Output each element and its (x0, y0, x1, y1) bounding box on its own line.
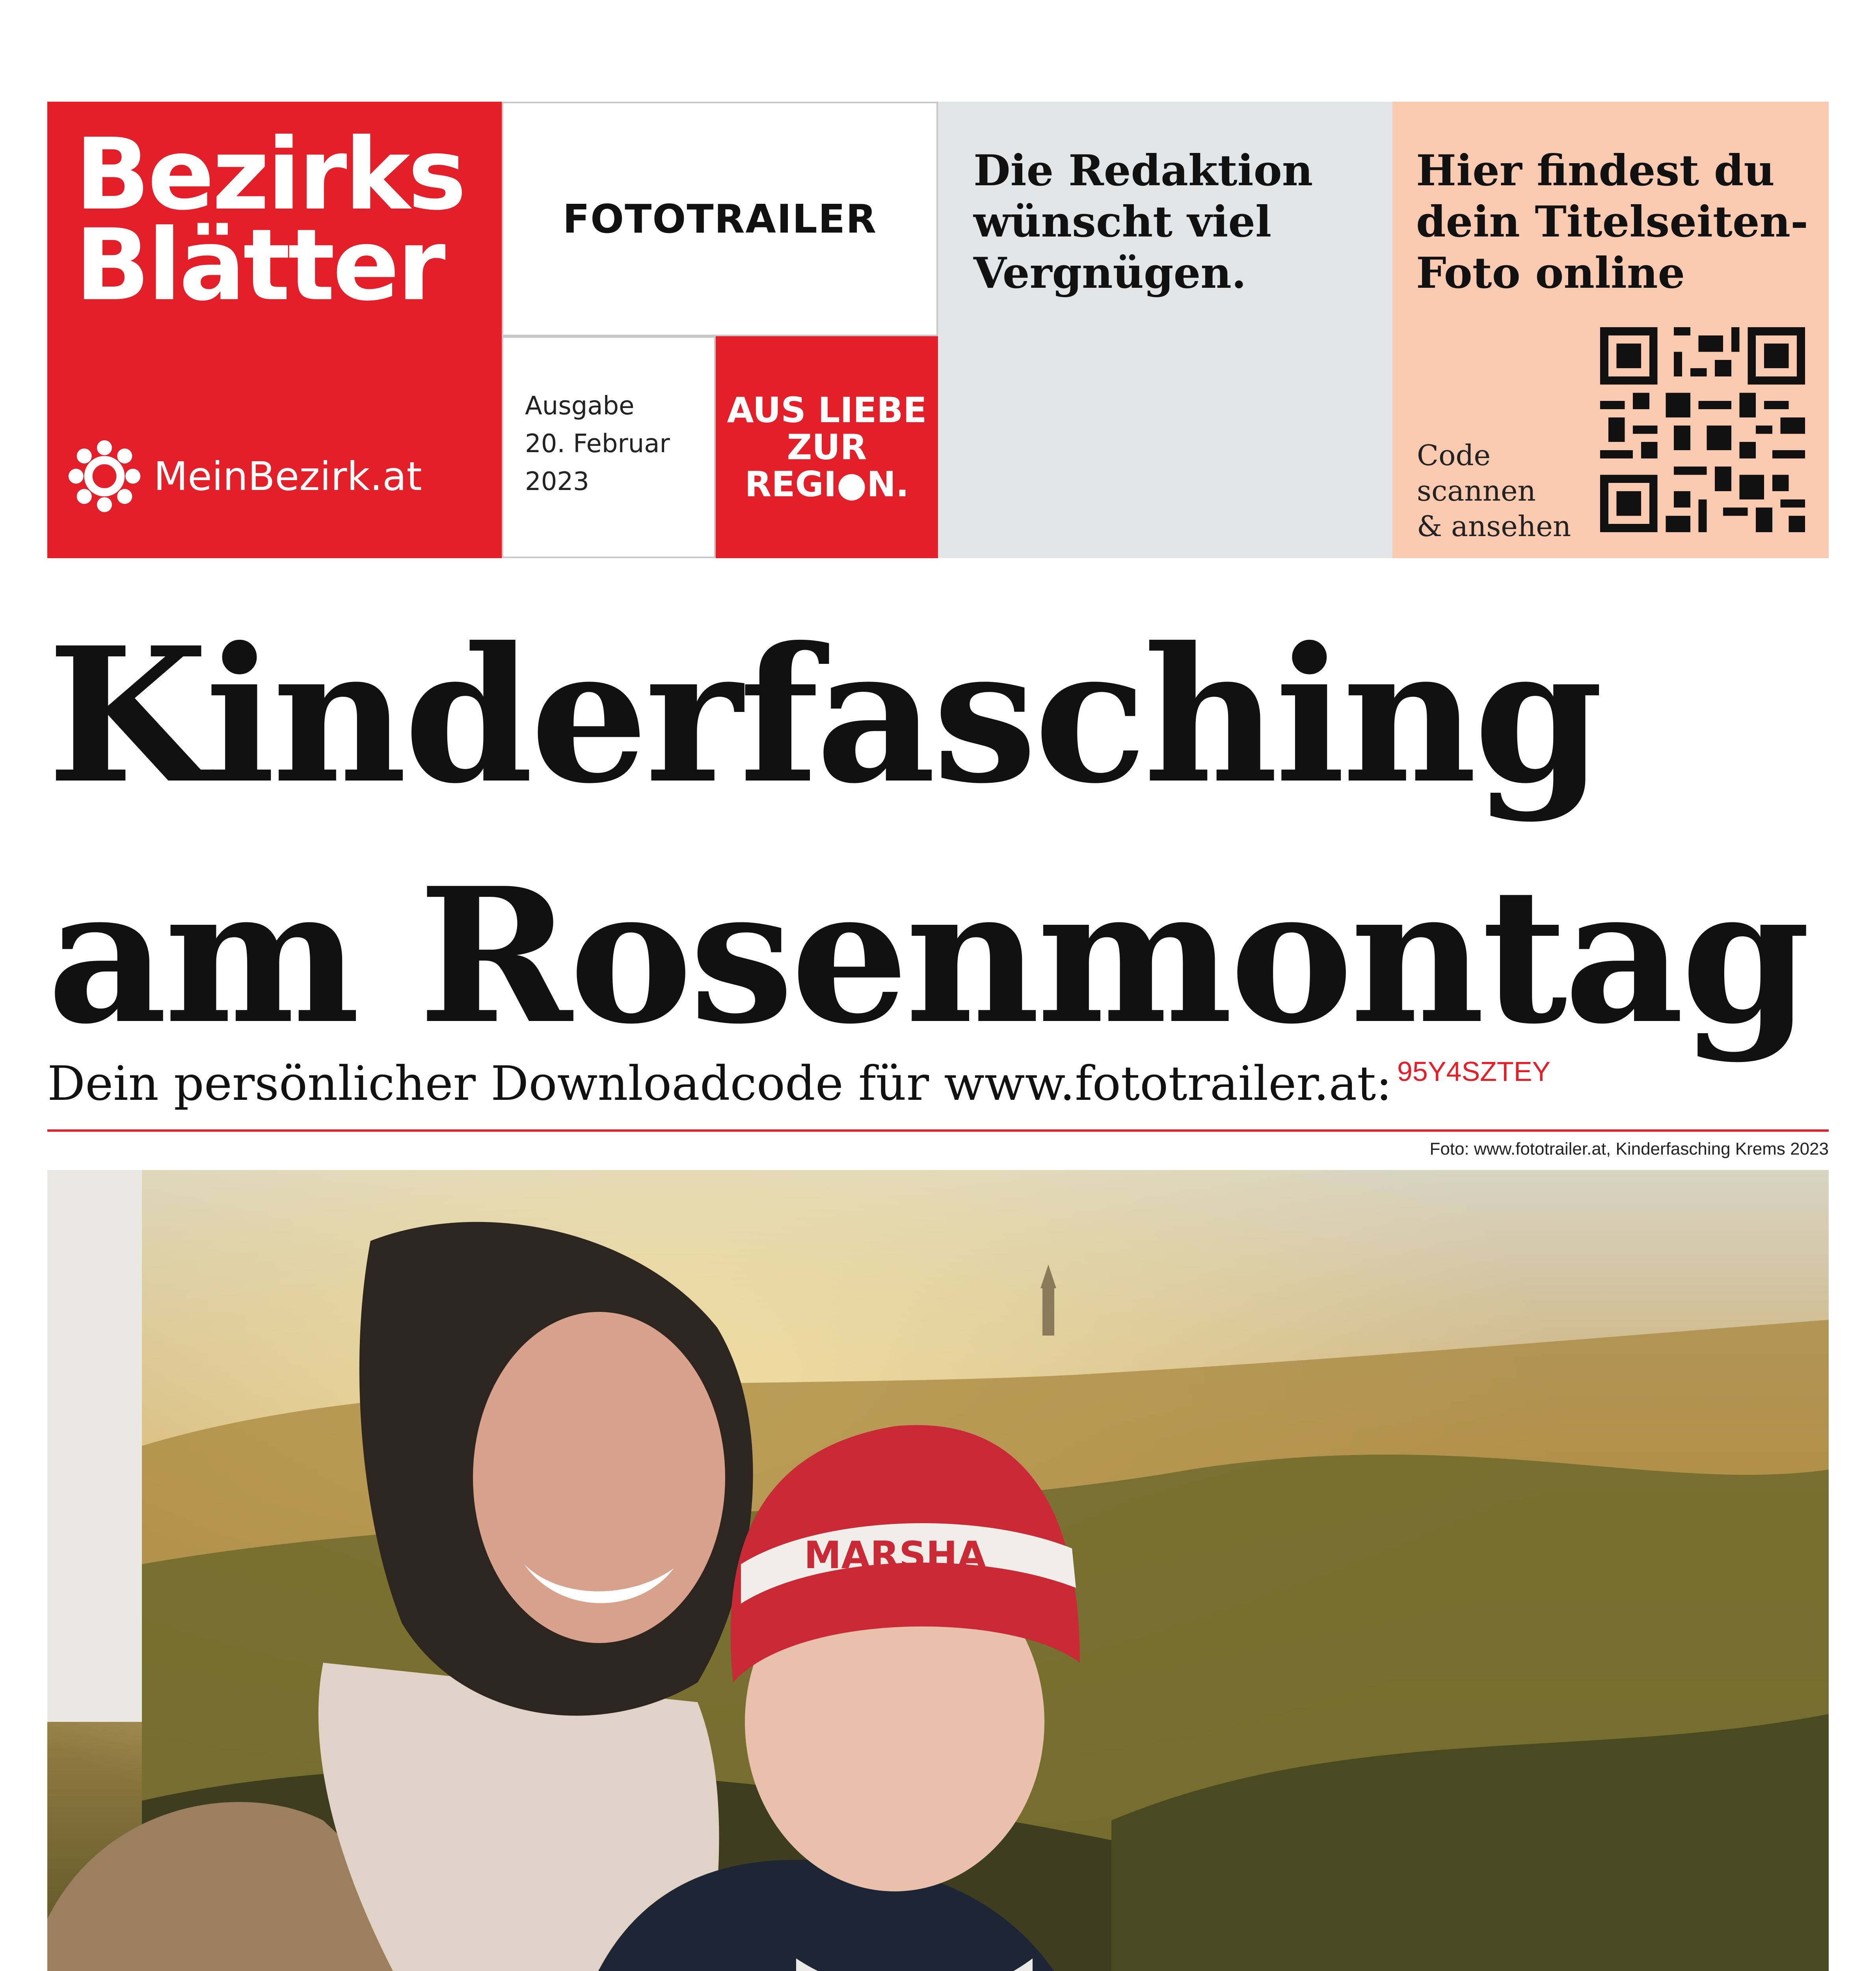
cover-photo (47, 1170, 1829, 1971)
slogan-line-2: ZUR (787, 427, 867, 468)
download-code[interactable]: 95Y4SZTEY (1397, 1056, 1551, 1087)
sun-icon (67, 439, 142, 514)
greeting-line-3: Vergnügen. (973, 248, 1247, 298)
meinbezirk-text: MeinBezirk.at (154, 453, 422, 499)
brand-logo (75, 117, 464, 322)
scan-line-1: Code (1417, 439, 1491, 472)
online-line-2: dein Titelseiten- (1416, 197, 1808, 247)
slogan-line-3: REGI●N. (744, 464, 909, 505)
meinbezirk-link[interactable] (67, 437, 422, 516)
online-line-1: Hier findest du (1416, 146, 1775, 196)
title-line-2: am Rosenmontag (47, 847, 1807, 1065)
slogan-line-1: AUS LIEBE (727, 389, 927, 430)
page-title (47, 595, 1821, 1076)
issue-date-2: 2023 (525, 467, 589, 496)
divider (47, 1129, 1829, 1132)
slogan-panel (716, 336, 938, 558)
download-text: Dein persönlicher Downloadcode für www.fototrailer.at: (47, 1056, 1392, 1111)
scan-instructions (1417, 438, 1571, 544)
brand-logo-panel (47, 102, 502, 558)
scan-line-2: scannen (1417, 474, 1536, 507)
title-line-1: Kinderfasching (47, 607, 1601, 824)
greeting-line-2: wünscht viel (973, 197, 1272, 247)
issue-label: Ausgabe (525, 391, 635, 421)
section-label-panel (502, 102, 938, 336)
section-label: FOTOTRAILER (562, 196, 877, 242)
beanie-text: MARSHA (804, 1534, 986, 1577)
online-line-3: Foto online (1416, 248, 1685, 298)
brand-line-2: Blätter (75, 208, 443, 322)
photo-credit: Foto: www.fototrailer.at, Kinderfasching Krems 2023 (1429, 1139, 1829, 1159)
greeting-panel (938, 102, 1392, 558)
brand-line-1: Bezirks (75, 117, 464, 232)
qr-code-icon[interactable] (1600, 327, 1805, 532)
scan-line-3: & ansehen (1417, 510, 1571, 543)
issue-date-1: 20. Februar (525, 429, 670, 458)
issue-info (502, 336, 716, 558)
greeting-line-1: Die Redaktion (973, 146, 1313, 196)
